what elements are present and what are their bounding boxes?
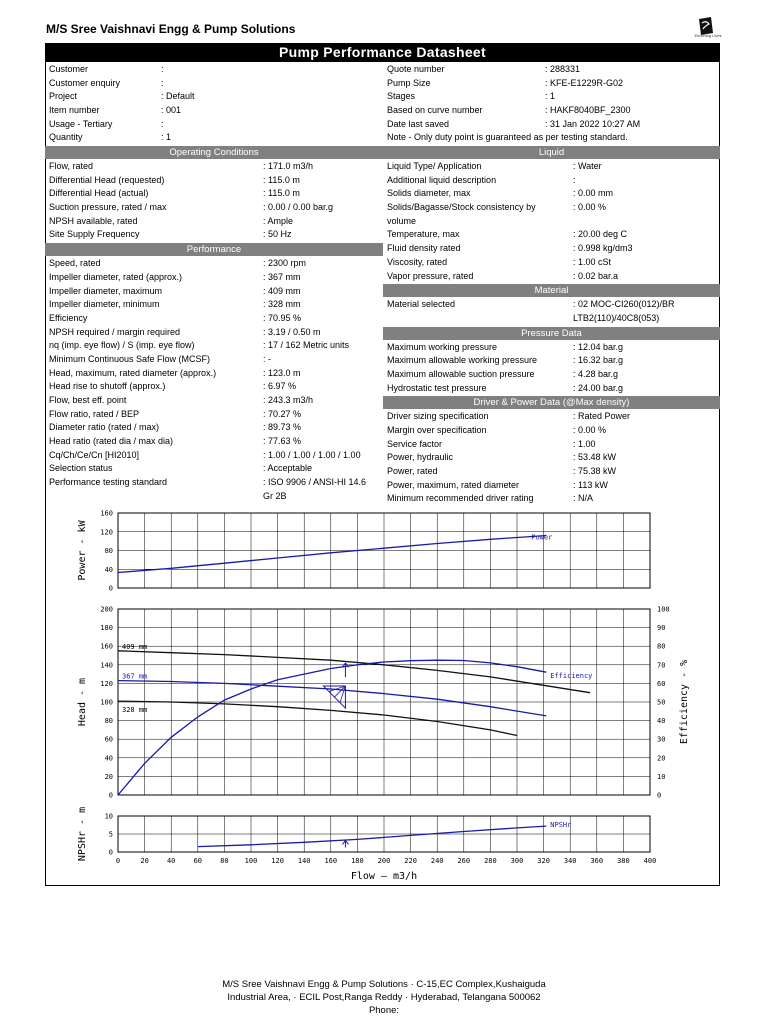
general-row	[383, 63, 720, 77]
efficiency-ytick-label: 0	[657, 791, 662, 800]
liquid-value: : 0.02 bar.a	[573, 270, 619, 281]
performance-label: nq (imp. eye flow) / S (imp. eye flow)	[49, 340, 195, 351]
liquid-value: : 1.00 cSt	[573, 256, 612, 267]
x-tick-label: 200	[377, 857, 391, 865]
driver-row	[383, 424, 720, 438]
driver-value: : 53.48 kW	[573, 452, 617, 463]
driver-value: : Rated Power	[573, 411, 631, 422]
head-ytick-label: 20	[104, 772, 113, 781]
performance-label: NPSH required / margin required	[49, 326, 181, 337]
pressure-value: : 24.00 bar.g	[573, 382, 624, 393]
x-tick-label: 300	[510, 857, 524, 865]
operating-row	[45, 174, 383, 188]
performance-label: Head rise to shutoff (approx.)	[49, 381, 166, 392]
power-ytick-label: 120	[100, 528, 113, 537]
general-value: :	[161, 118, 164, 129]
driver-label: Power, rated	[387, 466, 438, 477]
performance-label: Diameter ratio (rated / max)	[49, 422, 160, 433]
head-ytick-label: 40	[104, 754, 113, 763]
performance-value: : 70.27 %	[263, 408, 302, 419]
performance-label: Impeller diameter, minimum	[49, 299, 160, 310]
general-info-right	[383, 63, 720, 145]
liquid-value: : 0.998 kg/dm3	[573, 243, 633, 254]
general-row	[383, 104, 720, 118]
x-tick-label: 60	[193, 857, 203, 865]
liquid-row	[383, 270, 720, 284]
general-label: Customer	[49, 64, 89, 74]
npsh-ytick-label: 5	[108, 830, 113, 839]
efficiency-curve	[118, 660, 546, 795]
material-row	[383, 298, 720, 312]
operating-row	[45, 160, 383, 174]
section-pressure-data: Pressure Data	[383, 327, 720, 340]
operating-row	[45, 187, 383, 201]
driver-value: : 0.00 %	[573, 425, 607, 435]
performance-value: : Acceptable	[263, 463, 313, 474]
general-label: Stages	[387, 91, 416, 102]
power-ytick-label: 0	[108, 584, 113, 593]
liquid-value: : 0.00 mm	[573, 188, 614, 199]
general-row	[383, 118, 720, 132]
footer	[0, 978, 768, 1017]
head-axis-label: Head - m	[77, 677, 88, 727]
driver-label: Minimum recommended driver rating	[387, 493, 534, 504]
driver-label: Margin over specification	[387, 425, 487, 435]
performance-label: Impeller diameter, maximum	[49, 285, 163, 296]
performance-row	[45, 271, 383, 285]
performance-row	[45, 367, 383, 381]
general-row	[383, 131, 720, 145]
efficiency-ytick-label: 70	[657, 661, 666, 670]
head-ytick-label: 180	[100, 624, 113, 633]
liquid-row	[383, 201, 720, 215]
performance-row	[45, 285, 383, 299]
liquid-label: Additional liquid description	[387, 174, 497, 185]
head-ytick-label: 200	[100, 605, 113, 614]
general-label: Project	[49, 91, 78, 102]
liquid-row	[383, 160, 720, 174]
section-driver-power: Driver & Power Data (@Max density)	[383, 396, 720, 409]
general-row	[45, 118, 383, 132]
liquid-row	[383, 174, 720, 188]
pressure-row	[383, 368, 720, 382]
head-ytick-label: 160	[100, 642, 113, 651]
efficiency-ytick-label: 20	[657, 754, 666, 763]
efficiency-ytick-label: 60	[657, 679, 666, 688]
performance-row	[45, 353, 383, 367]
operating-value: : Ample	[263, 215, 294, 226]
driver-label: Driver sizing specification	[387, 411, 489, 422]
efficiency-series-label: Efficiency	[550, 671, 593, 680]
general-row	[45, 131, 383, 145]
general-label: Quote number	[387, 64, 445, 74]
operating-row	[45, 215, 383, 229]
performance-value: : ISO 9906 / ANSI-HI 14.6	[263, 477, 367, 488]
material-value-cont: LTB2(110)/40C8(053)	[573, 312, 660, 323]
general-label: Pump Size	[387, 77, 431, 88]
x-tick-label: 180	[351, 857, 364, 865]
efficiency-ytick-label: 80	[657, 642, 666, 651]
head-curve-409mm	[118, 651, 593, 693]
diameter-label-328: 328 mm	[121, 706, 148, 715]
performance-curves	[45, 500, 720, 885]
head-ytick-label: 0	[108, 791, 113, 800]
diameter-label-409: 409 mm	[121, 642, 148, 651]
npsh-curve	[198, 826, 547, 847]
pressure-row	[383, 354, 720, 368]
performance-label: Flow ratio, rated / BEP	[49, 408, 140, 419]
general-label: Usage - Tertiary	[49, 118, 113, 129]
performance-label: Minimum Continuous Safe Flow (MCSF)	[49, 353, 211, 364]
driver-value: : 75.38 kW	[573, 466, 617, 477]
liquid-row	[383, 256, 720, 270]
liquid-label: Liquid Type/ Application	[387, 161, 482, 171]
general-info-left	[45, 63, 383, 145]
x-tick-label: 160	[324, 857, 338, 865]
material-value: : 02 MOC-CI260(012)/BR	[573, 299, 675, 310]
driver-value: : 113 kW	[573, 479, 608, 490]
liquid-row	[383, 228, 720, 242]
liquid-label: Vapor pressure, rated	[387, 270, 474, 281]
driver-label: Power, hydraulic	[387, 452, 454, 463]
operating-label: NPSH available, rated	[49, 215, 138, 226]
liquid-label: Solids/Bagasse/Stock consistency by	[387, 202, 536, 213]
performance-label: Cq/Ch/Ce/Cn [HI2010]	[49, 449, 140, 460]
liquid-label-cont: volume	[387, 215, 417, 226]
efficiency-ytick-label: 40	[657, 717, 666, 726]
head-ytick-label: 140	[100, 661, 113, 670]
driver-label: Power, maximum, rated diameter	[387, 479, 520, 490]
efficiency-axis-label: Efficiency - %	[679, 659, 690, 745]
driver-value: : 1.00	[573, 438, 596, 449]
pressure-value: : 12.04 bar.g	[573, 341, 624, 352]
performance-row	[45, 476, 383, 490]
performance-row	[45, 462, 383, 476]
npsh-series-label: NPSHr	[550, 821, 572, 829]
performance-row	[45, 380, 383, 394]
x-tick-label: 220	[404, 857, 417, 865]
general-row	[45, 63, 383, 77]
driver-row	[383, 410, 720, 424]
material-row-cont	[383, 312, 720, 326]
npsh-axis-label: NPSHr - m	[77, 806, 88, 862]
power-ytick-label: 40	[104, 565, 113, 574]
pressure-label: Maximum allowable suction pressure	[387, 368, 535, 379]
x-tick-label: 80	[220, 857, 229, 865]
performance-label: Head ratio (rated dia / max dia)	[49, 436, 174, 447]
npsh-ytick-label: 0	[108, 848, 113, 857]
section-liquid: Liquid	[383, 146, 720, 159]
general-label: Item number	[49, 105, 100, 116]
x-tick-label: 340	[563, 857, 577, 865]
performance-row	[45, 421, 383, 435]
general-row	[383, 77, 720, 91]
liquid-value: : Water	[573, 161, 602, 171]
operating-value: : 115.0 m	[263, 188, 300, 199]
power-axis-label: Power - kW	[77, 520, 88, 581]
performance-label: Selection status	[49, 463, 113, 474]
x-tick-label: 280	[484, 857, 497, 865]
x-tick-label: 0	[115, 857, 121, 865]
driver-row	[383, 438, 720, 452]
section-operating-conditions: Operating Conditions	[45, 146, 383, 159]
footer-line-1: M/S Sree Vaishnavi Engg & Pump Solutions · C-15,EC Complex,Kushaiguda	[222, 979, 546, 990]
liquid-value: :	[573, 174, 576, 185]
performance-value: : -	[263, 353, 271, 364]
diameter-label-367: 367 mm	[121, 672, 148, 681]
general-label: Date last saved	[387, 118, 450, 129]
operating-value: : 50 Hz	[263, 229, 292, 240]
head-ytick-label: 120	[100, 679, 113, 688]
efficiency-ytick-label: 90	[657, 624, 666, 633]
performance-row	[45, 339, 383, 353]
power-ytick-label: 80	[104, 547, 113, 555]
performance-value: : 1.00 / 1.00 / 1.00 / 1.00	[263, 449, 361, 460]
performance-value: : 89.73 %	[263, 422, 302, 433]
performance-label: Impeller diameter, rated (approx.)	[49, 271, 183, 282]
performance-row	[45, 257, 383, 271]
section-performance: Performance	[45, 243, 383, 256]
x-tick-label: 100	[244, 857, 258, 865]
performance-value: : 3.19 / 0.50 m	[263, 326, 321, 337]
x-tick-label: 240	[430, 857, 444, 865]
efficiency-ytick-label: 30	[657, 735, 666, 744]
head-ytick-label: 60	[104, 735, 113, 744]
performance-row	[45, 408, 383, 422]
driver-row	[383, 479, 720, 493]
left-sections	[45, 145, 383, 504]
performance-value: : 367 mm	[263, 271, 301, 282]
efficiency-ytick-label: 50	[657, 698, 666, 707]
liquid-label: Fluid density rated	[387, 243, 461, 254]
datasheet-title: Pump Performance Datasheet	[45, 43, 720, 62]
company-name: M/S Sree Vaishnavi Engg & Pump Solutions	[46, 22, 296, 36]
operating-label: Site Supply Frequency	[49, 229, 140, 240]
general-value: : 288331	[545, 64, 581, 74]
footer-line-2: Industrial Area, · ECIL Post,Ranga Reddy · Hyderabad, Telangana 500062	[227, 992, 541, 1003]
right-sections	[383, 145, 720, 506]
general-value: : 001	[161, 105, 182, 116]
general-row	[45, 104, 383, 118]
driver-value: : N/A	[573, 493, 594, 504]
efficiency-ytick-label: 10	[657, 772, 666, 781]
x-tick-label: 20	[140, 857, 149, 865]
driver-row	[383, 451, 720, 465]
performance-value: : 123.0 m	[263, 367, 301, 378]
x-tick-label: 120	[271, 857, 284, 865]
pressure-label: Maximum working pressure	[387, 341, 498, 352]
x-tick-label: 140	[297, 857, 311, 865]
head-curve-328mm	[118, 701, 517, 735]
head-ytick-label: 80	[104, 717, 113, 726]
general-value: :	[161, 64, 164, 74]
performance-row	[45, 326, 383, 340]
operating-row	[45, 228, 383, 242]
general-value: : 1	[161, 132, 172, 143]
section-material: Material	[383, 284, 720, 297]
material-label: Material selected	[387, 299, 456, 310]
operating-label: Suction pressure, rated / max	[49, 202, 167, 213]
pressure-value: : 4.28 bar.g	[573, 368, 619, 379]
operating-value: : 0.00 / 0.00 bar.g	[263, 202, 334, 213]
footer-line-3: Phone:	[368, 1005, 400, 1016]
x-tick-label: 260	[457, 857, 471, 865]
general-value: : 31 Jan 2022 10:27 AM	[545, 118, 641, 129]
operating-label: Flow, rated	[49, 161, 94, 171]
x-tick-label: 40	[166, 857, 176, 865]
performance-value: : 328 mm	[263, 299, 301, 310]
x-tick-label: 360	[590, 857, 604, 865]
power-ytick-label: 160	[100, 509, 113, 518]
general-value: : HAKF8040BF_2300	[545, 105, 631, 116]
logo-tagline: Enriching Lives	[694, 33, 722, 38]
pressure-label: Maximum allowable working pressure	[387, 355, 538, 366]
general-row	[45, 90, 383, 104]
performance-row	[45, 298, 383, 312]
performance-value: : 2300 rpm	[263, 258, 307, 269]
liquid-label: Temperature, max	[387, 229, 460, 240]
operating-value: : 115.0 m	[263, 174, 300, 185]
performance-value-cont: Gr 2B	[263, 490, 287, 501]
performance-row	[45, 449, 383, 463]
performance-value: : 243.3 m3/h	[263, 395, 314, 405]
x-tick-label: 320	[537, 857, 550, 865]
performance-value: : 17 / 162 Metric units	[263, 340, 350, 351]
general-value: : Default	[161, 91, 195, 102]
driver-label: Service factor	[387, 438, 443, 449]
performance-value: : 77.63 %	[263, 436, 302, 447]
x-tick-label: 380	[617, 857, 630, 865]
performance-row	[45, 394, 383, 408]
liquid-value: : 20.00 deg C	[573, 229, 628, 240]
general-row	[383, 90, 720, 104]
performance-label: Speed, rated	[49, 258, 101, 269]
liquid-row	[383, 187, 720, 201]
general-label: Customer enquiry	[49, 77, 121, 88]
pressure-value: : 16.32 bar.g	[573, 355, 624, 366]
operating-label: Differential Head (actual)	[49, 188, 149, 199]
performance-value: : 409 mm	[263, 285, 301, 296]
power-series-label: Power	[531, 533, 553, 542]
efficiency-ytick-label: 100	[657, 605, 670, 614]
general-label: Based on curve number	[387, 105, 483, 116]
operating-row	[45, 201, 383, 215]
head-ytick-label: 100	[100, 698, 113, 707]
liquid-row-cont	[383, 215, 720, 229]
pressure-row	[383, 341, 720, 355]
x-tick-label: 400	[643, 857, 657, 865]
driver-row	[383, 465, 720, 479]
power-curve	[118, 536, 546, 573]
liquid-row	[383, 242, 720, 256]
performance-label: Efficiency	[49, 312, 88, 323]
pressure-row	[383, 382, 720, 396]
operating-label: Differential Head (requested)	[49, 174, 165, 185]
performance-row	[45, 312, 383, 326]
performance-label: Head, maximum, rated diameter (approx.)	[49, 367, 217, 378]
liquid-label: Solids diameter, max	[387, 188, 471, 199]
operating-value: : 171.0 m3/h	[263, 161, 314, 171]
npsh-ytick-label: 10	[104, 812, 113, 821]
performance-value: : 6.97 %	[263, 381, 297, 392]
performance-label: Flow, best eff. point	[49, 395, 127, 405]
liquid-label: Viscosity, rated	[387, 256, 448, 267]
x-axis-label: Flow – m3/h	[350, 871, 418, 882]
performance-value: : 70.95 %	[263, 312, 302, 323]
general-value: :	[161, 77, 164, 88]
general-label: Quantity	[49, 132, 83, 143]
general-value: : 1	[545, 91, 556, 102]
performance-label: Performance testing standard	[49, 477, 168, 488]
general-row	[45, 77, 383, 91]
general-value: : KFE-E1229R-G02	[545, 77, 624, 88]
liquid-value: : 0.00 %	[573, 202, 607, 213]
pressure-label: Hydrostatic test pressure	[387, 382, 487, 393]
performance-row	[45, 435, 383, 449]
general-label: Note - Only duty point is guaranteed as per testing standard.	[387, 132, 628, 143]
